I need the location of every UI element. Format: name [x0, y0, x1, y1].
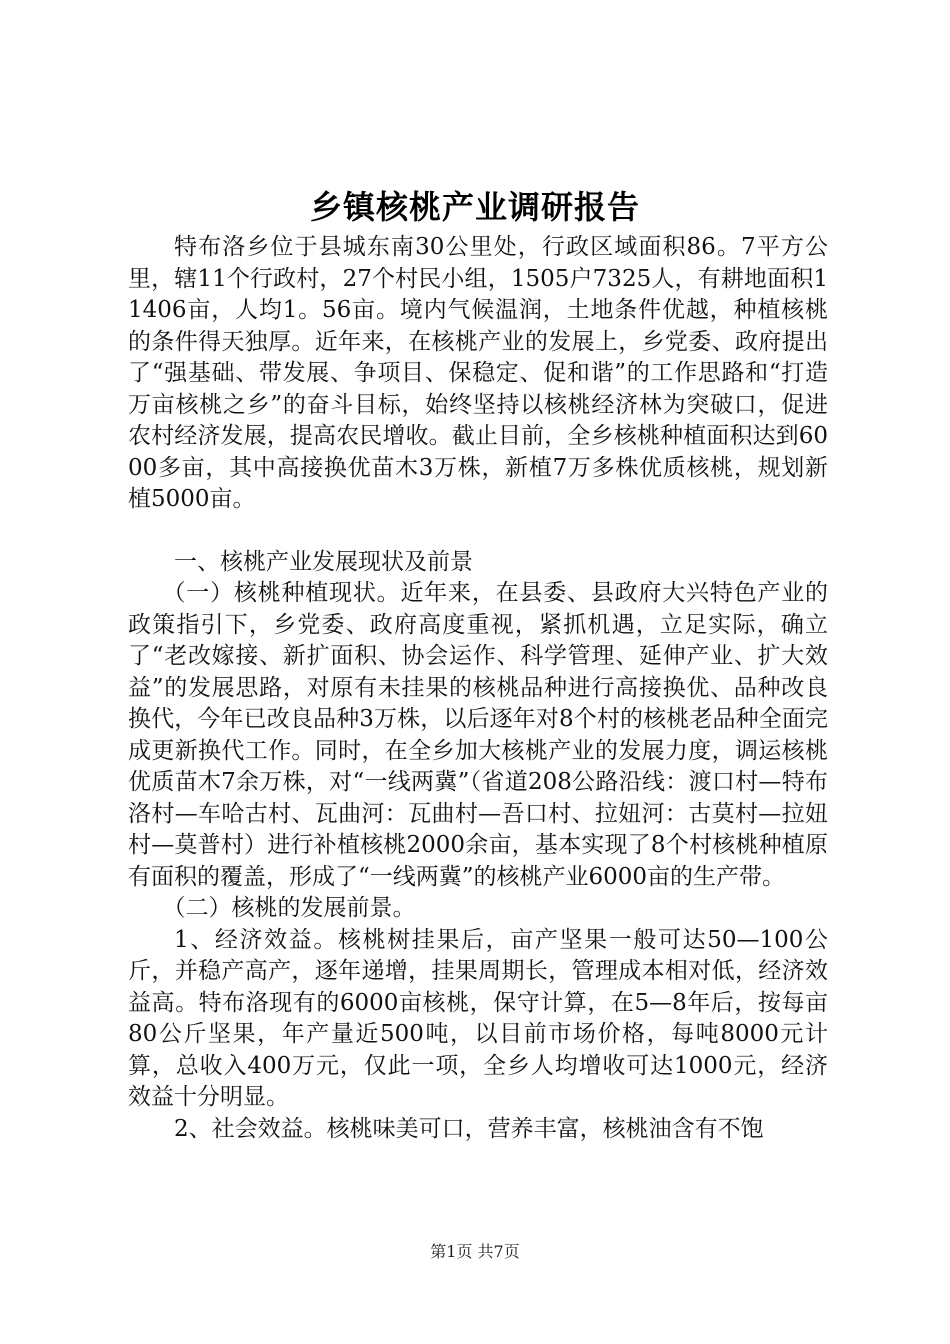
paragraph-spacer	[128, 516, 828, 547]
paragraph-economic-benefit: 1、经济效益。核桃树挂果后，亩产坚果一般可达50—100公斤，并稳产高产，逐年递增，挂果周期长，管理成本相对低，经济效益高。特布洛现有的6000亩核桃，保守计算，在5—8年后，按每亩80公斤坚果，年产量近500吨，以目前市场价格，每吨8000元计算，总收入400万元，仅此一项，全乡人均增收可达1000元，经济效益十分明显。	[128, 926, 828, 1110]
document-body	[128, 232, 828, 1145]
document-title: 乡镇核桃产业调研报告	[309, 188, 640, 226]
paragraph-planting-status: （一）核桃种植现状。近年来，在县委、县政府大兴特色产业的政策指引下，乡党委、政府高度重视，紧抓机遇，立足实际，确立了“老改嫁接、新扩面积、协会运作、科学管理、延伸产业、扩大效益”的发展思路，对原有未挂果的核桃品种进行高接换优、品种改良换代，今年已改良品种3万株，以后逐年对8个村的核桃老品种全面完成更新换代工作。同时，在全乡加大核桃产业的发展力度，调运核桃优质苗木7余万株，对“一线两冀”（省道208公路沿线：渡口村—特布洛村—车哈古村、瓦曲河：瓦曲村—吾口村、拉妞河：古莫村—拉妞村—莫普村）进行补植核桃2000余亩，基本实现了8个村核桃种植原有面积的覆盖，形成了“一线两冀”的核桃产业6000亩的生产带。	[128, 580, 828, 890]
page-footer: 第1页 共7页	[430, 1242, 520, 1261]
subsection-heading: （二）核桃的发展前景。	[162, 895, 416, 921]
paragraph-intro: 特布洛乡位于县城东南30公里处，行政区域面积86。7平方公里，辖11个行政村，27个村民小组，1505户7325人，有耕地面积11406亩，人均1。56亩。境内气候温润，土地条件优越，种植核桃的条件得天独厚。近年来，在核桃产业的发展上，乡党委、政府提出了“强基础、带发展、争项目、保稳定、促和谐”的工作思路和“打造万亩核桃之乡”的奋斗目标，始终坚持以核桃经济林为突破口，促进农村经济发展，提高农民增收。截止目前，全乡核桃种植面积达到6000多亩，其中高接换优苗木3万株，新植7万多株优质核桃，规划新植5000亩。	[128, 234, 828, 512]
paragraph-social-benefit: 2、社会效益。核桃味美可口，营养丰富，核桃油含有不饱	[174, 1115, 764, 1142]
section-heading: 一、核桃产业发展现状及前景	[174, 548, 473, 575]
